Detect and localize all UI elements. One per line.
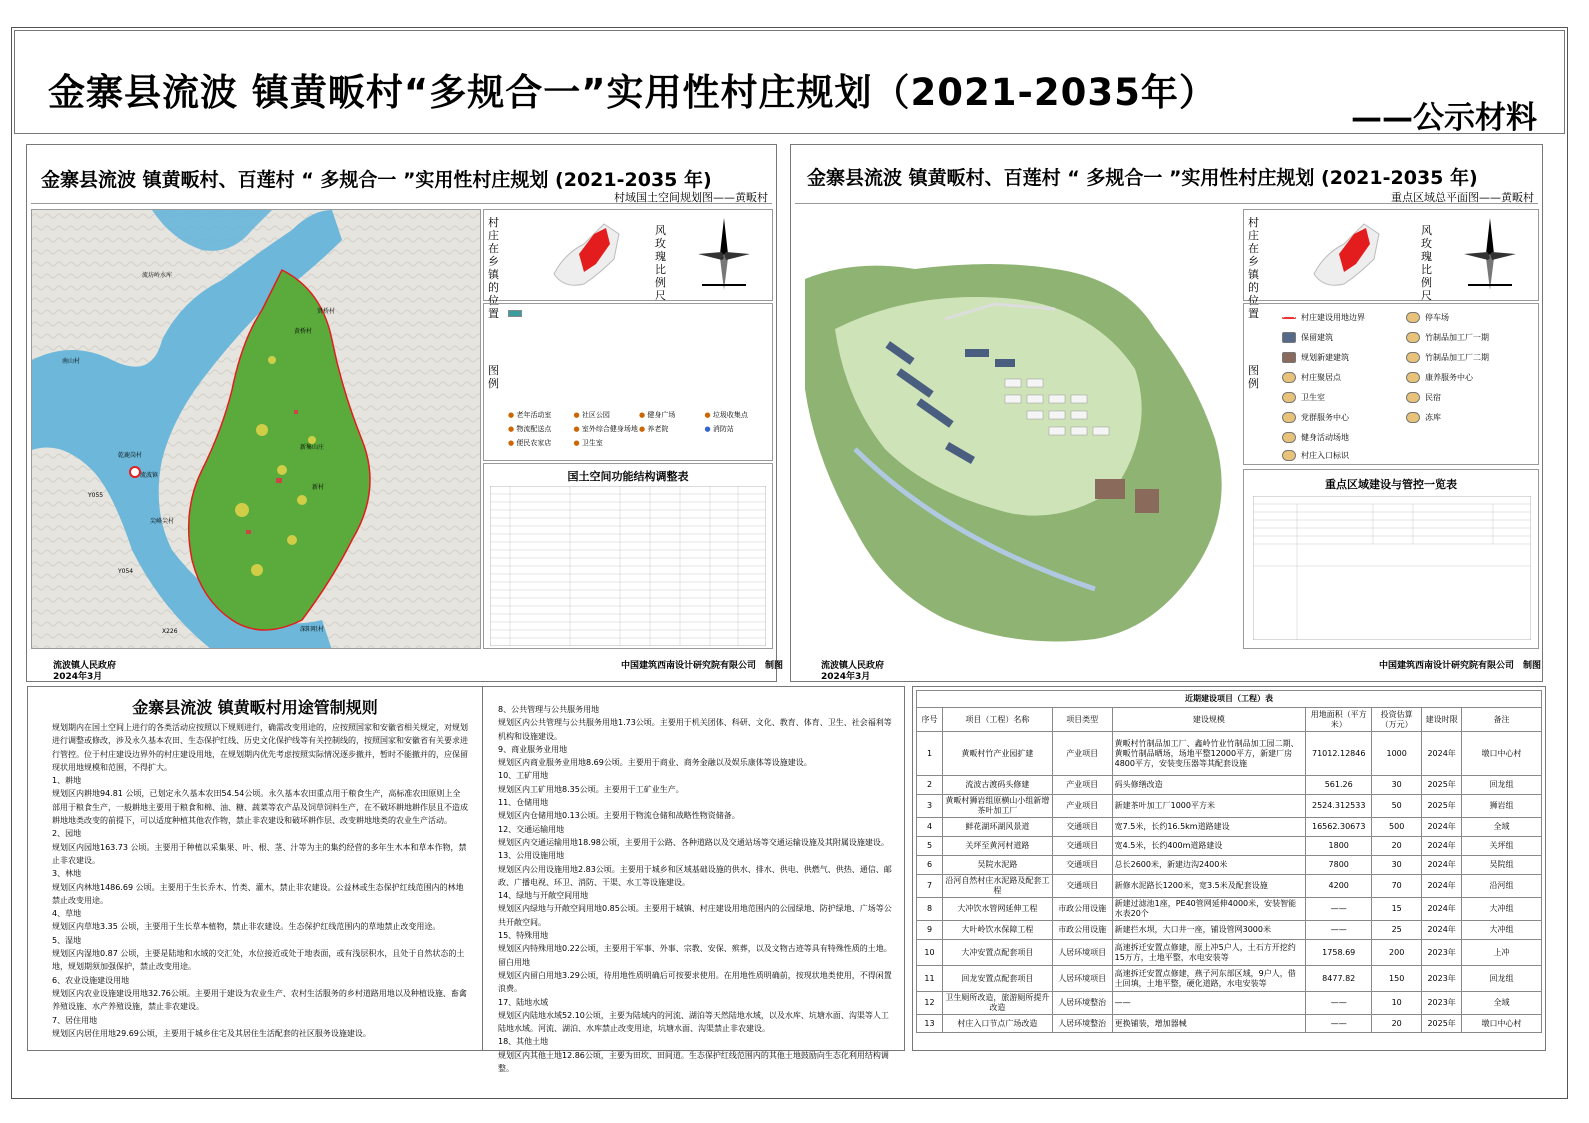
- table-cell: 回龙安置点配套项目: [942, 966, 1052, 992]
- table-row: [917, 856, 1542, 875]
- divider: [31, 203, 772, 204]
- legend-item: 康养服务中心: [1406, 372, 1473, 383]
- legend-symbol: ● 老年活动室: [508, 411, 552, 419]
- rule-paragraph: 14、绿地与开敞空间用地: [498, 891, 589, 901]
- legend-symbol: ● 社区公园: [573, 411, 610, 419]
- map-label: Y055: [88, 492, 104, 499]
- table-cell: 2024年: [1422, 818, 1462, 837]
- table-cell: 宽4.5米，长约400m道路建设: [1112, 837, 1306, 856]
- right-footer-designer: 中国建筑西南设计研究院有限公司 制图: [1379, 661, 1542, 671]
- town-location-map: [544, 214, 644, 294]
- rule-paragraph: 规划区内耕地94.81 公顷，已划定永久基本农田54.54公顷。永久基本农田重点用于粮食生产，高标准农田原则上全部用于粮食生产，一般耕地主要用于粮食和棉、油、糖、蔬菜等农产品及饲草饲料生产，在不破坏耕地耕作层且不造成耕地地类改变的前提下，可以适度种植其他农作物，禁止非农建设和破坏耕作层、改变耕地地类的农业生产活动。: [52, 789, 468, 826]
- table-cell: 8: [917, 898, 943, 921]
- table-cell: 大冲组: [1462, 898, 1542, 921]
- table-cell: 大叶岭饮水保障工程: [942, 921, 1052, 940]
- rule-paragraph: 规划区内商业服务业用地8.69公顷。主要用于商业、商务金融以及娱乐康体等设施建设。: [498, 758, 812, 768]
- rule-paragraph: 规划区内园地163.73 公顷。主要用于种植以采集果、叶、根、茎、汁等为主的集约经营的多年生木本和草本作物，禁止非农建设。: [52, 842, 467, 865]
- table-cell: 2024年: [1422, 856, 1462, 875]
- legend-symbol: ● 健身广场: [639, 411, 676, 419]
- divider: [795, 203, 1538, 204]
- map-label: 新集山庄: [300, 444, 325, 451]
- location-label: 村庄在乡镇的位置: [488, 216, 499, 320]
- rule-paragraph: 1、耕地: [52, 776, 82, 786]
- legend-item: 民宿: [1406, 392, 1441, 403]
- table-cell: 新修水泥路长1200米，宽3.5米及配套设施: [1112, 875, 1306, 898]
- table-cell: ——: [1112, 992, 1306, 1015]
- rule-paragraph: 13、公用设施用地: [498, 851, 565, 861]
- rule-paragraph: 规划区内特殊用地0.22公顷，主要用于军事、外事、宗教、安保、殡葬，以及文物古迹等具有特殊性质的土地。: [498, 944, 892, 954]
- table-cell: 2024年: [1422, 921, 1462, 940]
- rule-paragraph: 2、园地: [52, 829, 82, 839]
- key-area-control-table: [1243, 469, 1539, 649]
- table-row: [917, 940, 1542, 966]
- table-cell: 高速拆迁安置点修建，原上冲5户人，土石方开挖约15万方，土地平整，水电安装等: [1112, 940, 1306, 966]
- projects-table-title: 近期建设项目（工程）表: [917, 691, 1542, 708]
- legend-item: 村庄聚居点: [1282, 372, 1341, 383]
- table-cell: 2023年: [1422, 966, 1462, 992]
- table-cell: 黄畈村狮岩组原横山小组新增茶叶加工厂: [942, 795, 1052, 818]
- table-cell: 150: [1372, 966, 1422, 992]
- table-row: [917, 776, 1542, 795]
- usage-control-rules-panel: [27, 686, 905, 1074]
- table-cell: 2025年: [1422, 1015, 1462, 1033]
- legend-item: 竹制品加工厂一期: [1406, 332, 1489, 343]
- legend-item: 党群服务中心: [1282, 412, 1349, 423]
- rule-paragraph: 11、仓储用地: [498, 798, 549, 808]
- table-cell: 交通项目: [1052, 875, 1112, 898]
- table-cell: 2024年: [1422, 898, 1462, 921]
- table-cell: 墩口中心村: [1462, 1015, 1542, 1033]
- site-plan-panel-subtitle: 重点区域总平面图——黄畈村: [1391, 191, 1534, 204]
- table-cell: 市政公用设施: [1052, 921, 1112, 940]
- table-row: [917, 875, 1542, 898]
- legend-item: 卫生室: [1282, 392, 1325, 403]
- table-cell: 2025年: [1422, 795, 1462, 818]
- compass-label: 风玫瑰比例尺: [655, 224, 666, 302]
- table-cell: 高速拆迁安置点修建，燕子河东部区域，9户人，借土回填，土地平整，硬化道路，水电安装等: [1112, 966, 1306, 992]
- rule-paragraph: 规划区内林地1486.69 公顷。主要用于生长乔木、竹类、灌木，禁止非农建设。公益林或生态保护红线范围内的林地禁止改变用途。: [52, 882, 464, 905]
- legend-symbol: ● 物流配送点: [508, 425, 552, 433]
- table-cell: 墩口中心村: [1462, 732, 1542, 776]
- table-cell: 50: [1372, 795, 1422, 818]
- legend-symbol: ● 垃圾收集点: [704, 411, 748, 419]
- rule-paragraph: 规划区内湿地0.87 公顷，主要是陆地和水域的交汇处，水位接近或处于地表面，或有浅层积水，且处于自然状态的土地，规划期须加强保护，禁止改变用途。: [52, 949, 465, 972]
- map-label: 流波镇: [140, 472, 159, 479]
- table-cell: 新建茶叶加工厂1000平方米: [1112, 795, 1306, 818]
- table-header-cell: 项目（工程）名称: [942, 708, 1052, 732]
- table-cell: 大冲安置点配套项目: [942, 940, 1052, 966]
- left-footer-issuer: 流波镇人民政府 2024年3月: [53, 661, 117, 682]
- map-graphic: [32, 210, 481, 649]
- legend-item: 保留建筑: [1282, 332, 1333, 343]
- table-cell: 8477.82: [1306, 966, 1372, 992]
- table-cell: 2024年: [1422, 837, 1462, 856]
- table-cell: 吴院组: [1462, 856, 1542, 875]
- rule-paragraph: 规划区内仓储用地0.13公顷。主要用于物流仓储和战略性物资储备。: [498, 811, 740, 821]
- table-row: [917, 732, 1542, 776]
- table-cell: 9: [917, 921, 943, 940]
- legend-symbol: ● 便民农家店: [508, 439, 552, 447]
- page-subtitle: ——公示材料: [1351, 100, 1537, 136]
- legend-symbol: ● 卫生室: [573, 439, 603, 447]
- table-cell: 全域: [1462, 992, 1542, 1015]
- table-cell: 沿河组: [1462, 875, 1542, 898]
- rule-paragraph: 规划区内草地3.35 公顷，主要用于生长草本植物，禁止非农建设。生态保护红线范围内的草地禁止改变用途。: [52, 922, 441, 932]
- table-cell: 200: [1372, 940, 1422, 966]
- table-cell: 黄畈村竹制品加工厂、鑫岭竹业竹制品加工园二期、黄畈竹制品晒场，场地平整12000平方，新建厂房4800平方，安装变压器等其配套设施: [1112, 732, 1306, 776]
- rule-paragraph: 规划区内农业设施建设用地32.76公顷。主要用于建设为农业生产、农村生活服务的乡村道路用地以及种植设施、畜禽养殖设施、水产养殖设施，禁止非农建设。: [52, 988, 467, 1012]
- table-row: [917, 1015, 1542, 1033]
- rule-paragraph: 规划区内居住用地29.69公顷，主要用于城乡住宅及其居住生活配套的社区服务设施建设。: [52, 1028, 371, 1038]
- table-cell: 全域: [1462, 818, 1542, 837]
- table-cell: ——: [1306, 921, 1372, 940]
- table-cell: 大冲组: [1462, 921, 1542, 940]
- legend-item: 冻库: [1406, 412, 1441, 423]
- map-label: 乾鹿岗村: [118, 452, 143, 459]
- table-cell: 码头修缮改造: [1112, 776, 1306, 795]
- table-cell: 市政公用设施: [1052, 898, 1112, 921]
- site-legend-box: [1243, 303, 1539, 465]
- table-cell: 狮岩组: [1462, 795, 1542, 818]
- table-row: [917, 921, 1542, 940]
- table-cell: 20: [1372, 1015, 1422, 1033]
- table-cell: 产业项目: [1052, 776, 1112, 795]
- table-cell: 产业项目: [1052, 732, 1112, 776]
- legend-box: [483, 303, 773, 461]
- table-cell: 宽7.5米，长约16.5km道路建设: [1112, 818, 1306, 837]
- map-label: 新村: [312, 484, 325, 491]
- rule-paragraph: 8、公共管理与公共服务用地: [498, 705, 600, 714]
- table-cell: 关坪组: [1462, 837, 1542, 856]
- rule-paragraph: 5、湿地: [52, 935, 82, 945]
- rule-paragraph: 规划区内留白用地3.29公顷，待用地性质明确后可按要求使用。在用地性质明确前，按现状地类使用，不得闲置浪费。: [498, 970, 892, 994]
- structure-table-grid: [490, 486, 766, 646]
- table-cell: 4200: [1306, 875, 1372, 898]
- table-cell: 交通项目: [1052, 837, 1112, 856]
- rule-paragraph: 7、居住用地: [52, 1015, 98, 1025]
- table-cell: 1758.69: [1306, 940, 1372, 966]
- table-cell: 人居环境整治: [1052, 1015, 1112, 1033]
- rule-paragraph: 10、工矿用地: [498, 771, 549, 781]
- table-cell: 2024年: [1422, 875, 1462, 898]
- legend-item: 竹制品加工厂二期: [1406, 352, 1489, 363]
- table-cell: 6: [917, 856, 943, 875]
- table-cell: 人居环境项目: [1052, 940, 1112, 966]
- legend-symbols: [508, 410, 770, 448]
- projects-panel: [912, 686, 1546, 1051]
- compass-rose-icon: [694, 214, 754, 294]
- table-row: [917, 837, 1542, 856]
- control-table-grid: [1253, 496, 1531, 640]
- table-cell: 2024年: [1422, 732, 1462, 776]
- table-cell: 500: [1372, 818, 1422, 837]
- table-cell: 大冲饮水管网延伸工程: [942, 898, 1052, 921]
- map-label: 尖峰尖村: [150, 518, 175, 525]
- table-cell: 3: [917, 795, 943, 818]
- map-label: X226: [162, 628, 178, 635]
- rule-paragraph: 规划期内在国土空间上进行的各类活动应按照以下规则进行，确需改变用途的，应按照国家和安徽省相关规定，对规划进行调整或修改，涉及永久基本农田、生态保护红线、历史文化保护线等有关控制线的，按照国家和安徽省有关要求进行管控。位于村庄建设边界外的村庄建设用地，在规划期内优先考虑按照实际情况逐步撤并，暂时不能撤并的，应保留现状用地规模和范围，不得扩大。: [52, 723, 468, 772]
- table-cell: 2: [917, 776, 943, 795]
- location-inset: [483, 209, 773, 320]
- legend-item: 健身活动场地: [1282, 432, 1349, 443]
- table-cell: 25: [1372, 921, 1422, 940]
- table-cell: 30: [1372, 776, 1422, 795]
- table-cell: 5: [917, 837, 943, 856]
- table-cell: 村庄入口节点广场改造: [942, 1015, 1052, 1033]
- map-label: Y054: [118, 568, 134, 575]
- table-cell: 7800: [1306, 856, 1372, 875]
- table-header-cell: 项目类型: [1052, 708, 1112, 732]
- legend-symbol: ● 室外综合健身场地: [573, 425, 638, 433]
- legend-swatch: [508, 310, 522, 317]
- table-cell: 20: [1372, 837, 1422, 856]
- table-cell: 交通项目: [1052, 818, 1112, 837]
- table-cell: ——: [1306, 1015, 1372, 1033]
- rule-paragraph: 9、商业服务业用地: [498, 744, 568, 754]
- rule-paragraph: 17、陆地水域: [498, 997, 549, 1007]
- right-footer-issuer: 流波镇人民政府 2024年3月: [821, 661, 885, 682]
- table-cell: 沿河自然村庄水泥路及配套工程: [942, 875, 1052, 898]
- rule-paragraph: 规划区内公用设施用地2.83公顷。主要用于城乡和区域基础设施的供水、排水、供电、供燃气、供热、通信、邮政、广播电视、环卫、消防、干渠、水工等设施建设。: [498, 864, 892, 887]
- table-cell: 回龙组: [1462, 966, 1542, 992]
- table-row: [917, 992, 1542, 1015]
- table-header-cell: 建设时限: [1422, 708, 1462, 732]
- table-cell: ——: [1306, 898, 1372, 921]
- map-label: 深阳咀村: [300, 626, 325, 633]
- map-label: 流坊岭水库: [142, 272, 173, 279]
- rules-title: 金寨县流波 镇黄畈村用途管制规则: [132, 698, 378, 717]
- table-cell: 吴院水泥路: [942, 856, 1052, 875]
- table-cell: 13: [917, 1015, 943, 1033]
- structure-table-title: 国土空间功能结构调整表: [567, 470, 689, 483]
- table-row: [917, 795, 1542, 818]
- table-cell: 16562.30673: [1306, 818, 1372, 837]
- legend-item: 停车场: [1406, 312, 1449, 323]
- table-cell: 2023年: [1422, 940, 1462, 966]
- table-header-cell: 用地面积（平方米）: [1306, 708, 1372, 732]
- table-cell: 新建过滤池1座，PE40管网延伸4000米，安装智能水表20个: [1112, 898, 1306, 921]
- table-cell: 10: [1372, 992, 1422, 1015]
- site-compass-rose-icon: [1460, 214, 1520, 294]
- table-cell: 鲜花湖环湖风景道: [942, 818, 1052, 837]
- rule-paragraph: 规划区内陆地水域52.10公顷，主要为陆域内的河流、湖泊等天然陆地水域，以及水库、坑塘水面、沟渠等人工陆地水域。河流、湖泊、水库禁止改变用途，坑塘水面、沟渠禁止非农建设。: [498, 1010, 889, 1034]
- legend-item: 规划新建建筑: [1282, 352, 1349, 363]
- table-row: [917, 966, 1542, 992]
- village-land-use-map: [31, 209, 481, 649]
- site-legend-label: 图例: [1248, 364, 1259, 390]
- table-header-cell: 序号: [917, 708, 943, 732]
- table-cell: 2025年: [1422, 776, 1462, 795]
- column-divider: [482, 687, 483, 1050]
- table-cell: 70: [1372, 875, 1422, 898]
- table-cell: 人居环境项目: [1052, 966, 1112, 992]
- site-town-location-map: [1304, 214, 1404, 294]
- table-cell: 卫生厕所改造，旅游厕所提升改造: [942, 992, 1052, 1015]
- table-cell: 4: [917, 818, 943, 837]
- land-use-panel: [26, 144, 784, 682]
- rule-paragraph: 规划区内绿地与开敞空间用地0.85公顷。主要用于城镇、村庄建设用地范围内的公园绿地、防护绿地、广场等公共开敞空间。: [498, 904, 892, 927]
- table-cell: 1000: [1372, 732, 1422, 776]
- table-cell: 2023年: [1422, 992, 1462, 1015]
- legend-item: 村庄入口标识: [1282, 450, 1349, 461]
- table-cell: 30: [1372, 856, 1422, 875]
- page-title: 金寨县流波 镇黄畈村“多规合一”实用性村庄规划（2021-2035年）: [48, 71, 1217, 114]
- table-cell: 回龙组: [1462, 776, 1542, 795]
- legend-item: 村庄建设用地边界: [1282, 312, 1365, 323]
- table-row: [917, 818, 1542, 837]
- table-cell: 上冲: [1462, 940, 1542, 966]
- legend-swatches: [508, 310, 770, 408]
- rule-paragraph: 留白用地: [498, 957, 530, 967]
- site-plan-panel: [790, 144, 1543, 682]
- rule-paragraph: 3、林地: [52, 869, 82, 879]
- table-cell: 7: [917, 875, 943, 898]
- table-cell: 黄畈村竹产业园扩建: [942, 732, 1052, 776]
- site-plan-panel-title: 金寨县流波 镇黄畈村、百莲村 “ 多规合一 ”实用性村庄规划 (2021-2035 年): [807, 167, 1478, 189]
- legend-label: 图例: [488, 364, 499, 390]
- map-label: 南山村: [62, 358, 81, 365]
- table-cell: 2524.312533: [1306, 795, 1372, 818]
- legend-symbol: ● 消防站: [704, 425, 734, 433]
- control-table-title: 重点区域建设与管控一览表: [1325, 478, 1457, 491]
- site-compass-label: 风玫瑰比例尺: [1421, 224, 1432, 302]
- rule-paragraph: 15、特殊用地: [498, 931, 549, 941]
- table-cell: 561.26: [1306, 776, 1372, 795]
- site-plan-graphic: [795, 209, 1241, 649]
- table-cell: 产业项目: [1052, 795, 1112, 818]
- rules-column-1: [52, 721, 468, 1040]
- table-cell: 1800: [1306, 837, 1372, 856]
- rule-paragraph: 4、草地: [52, 909, 82, 919]
- legend-symbol: ● 养老院: [639, 425, 669, 433]
- table-cell: 新建拦水坝，大口井一座，铺设管网3000米: [1112, 921, 1306, 940]
- land-use-panel-title: 金寨县流波 镇黄畈村、百莲村 “ 多规合一 ”实用性村庄规划 (2021-2035 年): [41, 169, 712, 191]
- rule-paragraph: 12、交通运输用地: [498, 824, 565, 834]
- land-use-panel-subtitle: 村域国土空间规划图——黄畈村: [614, 191, 768, 204]
- table-cell: 总长2600米，新建边沟2400米: [1112, 856, 1306, 875]
- table-row: [917, 898, 1542, 921]
- left-footer-designer: 中国建筑西南设计研究院有限公司 制图: [621, 661, 784, 671]
- table-cell: 更换铺装，增加器械: [1112, 1015, 1306, 1033]
- table-cell: 11: [917, 966, 943, 992]
- rule-paragraph: 规划区内交通运输用地18.98公顷，主要用于公路、各种道路以及交通站场等交通运输设施及其附属设施建设。: [498, 837, 889, 847]
- rule-paragraph: 规划区内其他土地12.86公顷，主要为田坎、田间道。生态保护红线范围内的其他土地鼓励向生态化利用结构调整。: [498, 1050, 889, 1074]
- table-header-cell: 建设规模: [1112, 708, 1306, 732]
- table-cell: 关坪至黄河村道路: [942, 837, 1052, 856]
- table-cell: 12: [917, 992, 943, 1015]
- map-label: 贤桥村: [317, 308, 336, 315]
- table-cell: 71012.12846: [1306, 732, 1372, 776]
- table-cell: 15: [1372, 898, 1422, 921]
- site-location-label: 村庄在乡镇的位置: [1248, 216, 1259, 320]
- rule-paragraph: 18、其他土地: [498, 1037, 549, 1047]
- table-header-cell: 备注: [1462, 708, 1542, 732]
- table-cell: 10: [917, 940, 943, 966]
- rule-paragraph: 6、农业设施建设用地: [52, 975, 130, 985]
- table-cell: 1: [917, 732, 943, 776]
- rule-paragraph: 规划区内公共管理与公共服务用地1.73公顷。主要用于机关团体、科研、文化、教育、体育、卫生、社会福利等机构和设施建设。: [498, 718, 892, 741]
- table-header-cell: 投资估算（万元）: [1372, 708, 1422, 732]
- table-cell: 人居环境整治: [1052, 992, 1112, 1015]
- table-cell: 交通项目: [1052, 856, 1112, 875]
- table-cell: 流波古渡码头修建: [942, 776, 1052, 795]
- key-area-site-plan: [795, 209, 1241, 649]
- map-label: 黄桥村: [294, 328, 313, 335]
- table-cell: ——: [1306, 992, 1372, 1015]
- rules-column-2: [498, 703, 896, 1075]
- structure-adjustment-table: [483, 463, 773, 649]
- rule-paragraph: 规划区内工矿用地8.35公顷。主要用于工矿业生产。: [498, 784, 684, 794]
- projects-table: [916, 690, 1542, 1033]
